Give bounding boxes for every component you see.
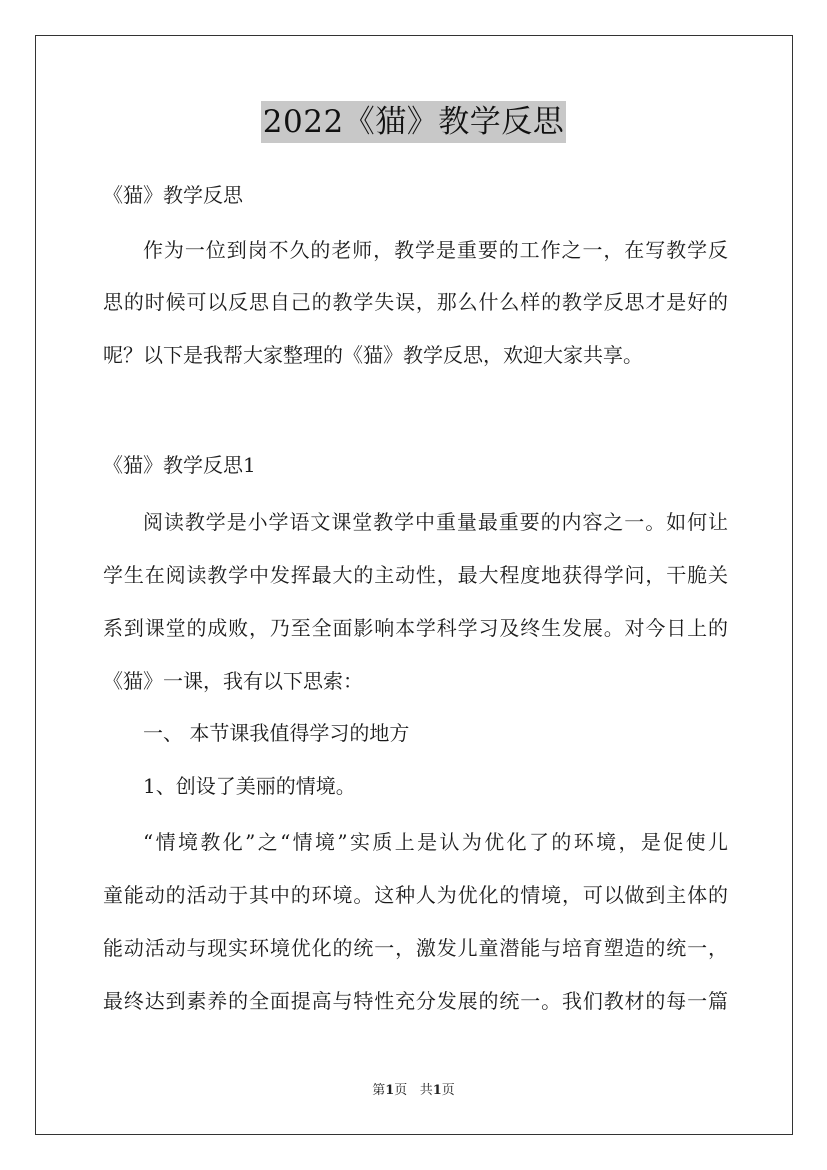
title-wrap [0,101,827,143]
total-prefix: 共 [419,1083,433,1098]
subsection-heading: 一、 本节课我值得学习的地方 [143,721,410,745]
total-pages: 1 [432,1083,442,1098]
paragraph-line: 最终达到素养的全面提高与特性充分发展的统一。我们教材的每一篇 [103,989,728,1013]
section-heading: 《猫》教学反思 [103,183,243,207]
paragraph-line: 呢？以下是我帮大家整理的《猫》教学反思，欢迎大家共享。 [103,343,643,367]
paragraph-line: 能动活动与现实环境优化的统一，激发儿童潜能与培育塑造的统一， [103,936,728,960]
list-item: 1、创设了美丽的情境。 [143,774,356,798]
page-prefix: 第 [372,1083,386,1098]
page-number: 1 [385,1083,395,1098]
paragraph-line: 系到课堂的成败，乃至全面影响本学科学习及终生发展。对今日上的 [103,616,728,640]
total-suffix: 页 [441,1083,455,1098]
page-suffix: 页 [394,1083,408,1098]
paragraph-line: 童能动的活动于其中的环境。这种人为优化的情境，可以做到主体的 [103,883,728,907]
paragraph-line: “情境教化”之“情境”实质上是认为优化了的环境，是促使儿 [143,830,728,854]
page-footer [0,1082,827,1100]
paragraph-line: 思的时候可以反思自己的教学失误，那么什么样的教学反思才是好的 [103,290,728,314]
paragraph-line: 《猫》一课，我有以下思索： [103,669,363,693]
paragraph-line: 学生在阅读教学中发挥最大的主动性，最大程度地获得学问，干脆关 [103,563,728,587]
section-heading: 《猫》教学反思1 [103,453,256,477]
document-title: 2022《猫》教学反思 [261,101,566,143]
paragraph-line: 作为一位到岗不久的老师，教学是重要的工作之一，在写教学反 [143,238,728,262]
paragraph-line: 阅读教学是小学语文课堂教学中重量最重要的内容之一。如何让 [143,510,728,534]
